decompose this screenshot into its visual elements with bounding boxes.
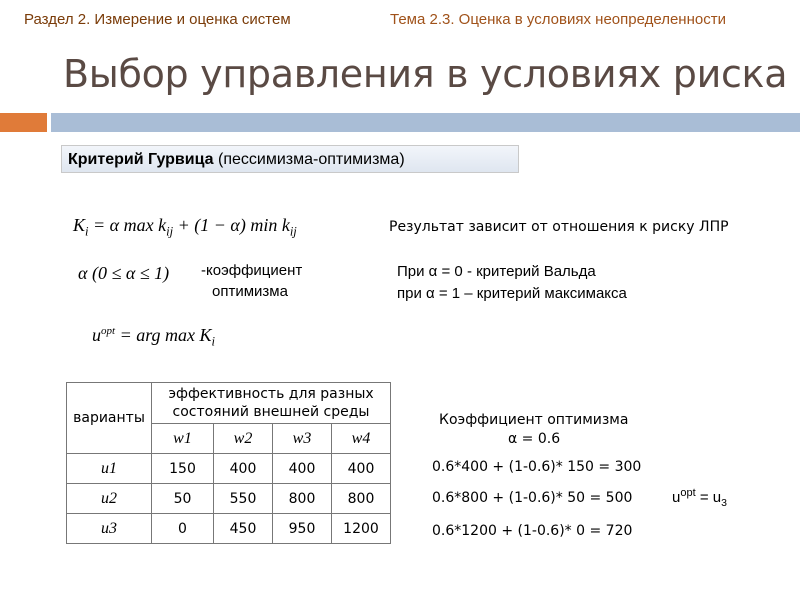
cell: 1200 — [332, 514, 391, 544]
col-w1: w1 — [152, 424, 214, 454]
maximax-note: при α = 1 – критерий максимакса — [397, 285, 627, 302]
col-w2: w2 — [214, 424, 273, 454]
criterion-note: (пессимизма-оптимизма) — [217, 151, 405, 168]
uopt-sup: opt — [101, 325, 116, 337]
depends-note: Результат зависит от отношения к риску ЛПР — [389, 219, 729, 235]
coef-label: Коэффициент оптимизма — [439, 412, 629, 428]
cell: 550 — [214, 484, 273, 514]
cell: 450 — [214, 514, 273, 544]
effect-header — [152, 383, 391, 424]
effect-header-line2: состояний внешней среды — [172, 404, 370, 420]
col-w4: w4 — [332, 424, 391, 454]
table-row — [67, 484, 391, 514]
accent-bar-blue — [51, 113, 800, 132]
result — [672, 487, 727, 509]
calc-line-2: 0.6*800 + (1-0.6)* 50 = 500 — [432, 490, 633, 506]
uopt-formula: $u^{opt}$ = arg $\max K_i$ — [92, 325, 216, 349]
cell: 800 — [332, 484, 391, 514]
uopt-argmax: = arg max K — [119, 325, 212, 345]
alpha-condition: α (0 ≤ α ≤ 1) — [78, 263, 170, 283]
effect-header-line1: эффективность для разных — [168, 386, 374, 402]
cell: 400 — [273, 454, 332, 484]
table-row — [67, 514, 391, 544]
cell: 800 — [273, 484, 332, 514]
coef-value: α = 0.6 — [508, 431, 561, 447]
cell: 50 — [152, 484, 214, 514]
result-sub: 3 — [721, 497, 727, 509]
cell: 400 — [332, 454, 391, 484]
col-w3: w3 — [273, 424, 332, 454]
formula-k: K — [73, 215, 86, 235]
result-eq: = u — [699, 489, 722, 506]
result-sup: opt — [680, 487, 696, 499]
cell: 400 — [214, 454, 273, 484]
criterion-name: Критерий Гурвица — [68, 151, 214, 168]
alpha-desc-line2: оптимизма — [212, 283, 288, 300]
calc-line-3: 0.6*1200 + (1-0.6)* 0 = 720 — [432, 523, 633, 539]
criterion-box — [61, 145, 519, 173]
alpha-desc-line1: -коэффициент — [201, 262, 303, 279]
variants-header: варианты — [67, 383, 152, 454]
cell: 0 — [152, 514, 214, 544]
row-label: u2 — [67, 484, 152, 514]
hurwicz-formula: $K_i = \alpha$ $\max k_{ij} + (1 - \alpha)$ $\min k_{ij}$ — [73, 215, 297, 239]
cell: 150 — [152, 454, 214, 484]
uopt-u: u — [92, 325, 101, 345]
result-u: u — [672, 489, 681, 506]
accent-bar-orange — [0, 113, 47, 132]
section-header: Раздел 2. Измерение и оценка систем — [24, 11, 291, 28]
table-row — [67, 454, 391, 484]
wald-note: При α = 0 - критерий Вальда — [397, 263, 596, 280]
cell: 950 — [273, 514, 332, 544]
row-label: u3 — [67, 514, 152, 544]
formula-min-part: + (1 − α) min k — [177, 215, 290, 235]
formula-max-part: = α max k — [93, 215, 167, 235]
topic-header: Тема 2.3. Оценка в условиях неопределенности — [390, 11, 726, 28]
slide-title: Выбор управления в условиях риска — [63, 52, 788, 96]
row-label: u1 — [67, 454, 152, 484]
calc-line-1: 0.6*400 + (1-0.6)* 150 = 300 — [432, 459, 642, 475]
efficiency-table — [66, 382, 391, 544]
